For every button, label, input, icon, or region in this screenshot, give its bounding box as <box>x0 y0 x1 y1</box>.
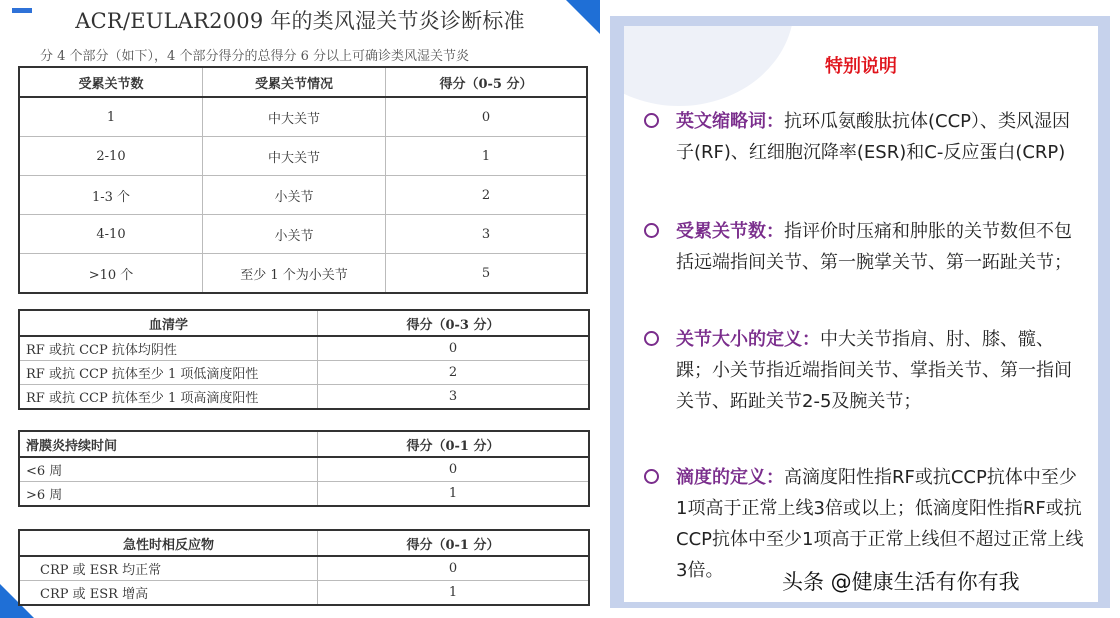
table-header-row <box>19 530 589 556</box>
source-watermark: 头条 @健康生活有你有我 <box>782 570 1020 594</box>
synovitis-duration-table <box>18 430 590 507</box>
circle-bullet-icon <box>644 113 659 128</box>
table-cell: 0 <box>318 457 590 482</box>
note-keyword: 受累关节数： <box>676 221 784 242</box>
table-cell: >6 周 <box>19 482 318 507</box>
column-header: 受累关节情况 <box>203 67 386 97</box>
table-row <box>19 97 587 137</box>
note-item <box>644 324 1084 417</box>
notes-card <box>624 26 1098 602</box>
table-row <box>19 482 589 507</box>
table-row <box>19 336 589 361</box>
table-cell: 5 <box>386 254 588 294</box>
table-cell: 2-10 <box>19 137 203 176</box>
table-row <box>19 581 589 606</box>
table-cell: 1 <box>318 581 590 606</box>
table-cell: CRP 或 ESR 均正常 <box>19 556 318 581</box>
table-cell: 1 <box>386 137 588 176</box>
column-header: 得分（0-1 分） <box>318 530 590 556</box>
serology-table <box>18 309 590 410</box>
table-cell: 小关节 <box>203 176 386 215</box>
table-cell: RF 或抗 CCP 抗体均阴性 <box>19 336 318 361</box>
table-row <box>19 176 587 215</box>
table-cell: 1 <box>19 97 203 137</box>
table-cell: 中大关节 <box>203 97 386 137</box>
table-cell: <6 周 <box>19 457 318 482</box>
note-text: 高滴度阳性指RF或抗CCP抗体中至少1项高于正常上线3倍或以上；低滴度阳性指RF或抗CCP抗体中至少1项高于正常上线但不超过正常上线3倍。 <box>676 467 1084 581</box>
table-cell: 2 <box>318 361 590 385</box>
table-cell: 至少 1 个为小关节 <box>203 254 386 294</box>
table-cell: >10 个 <box>19 254 203 294</box>
table-row <box>19 137 587 176</box>
table-cell: 4-10 <box>19 215 203 254</box>
note-item <box>644 216 1084 278</box>
page-subtitle: 分 4 个部分（如下），4 个部分得分的总得分 6 分以上可确诊类风湿关节炎 <box>40 49 469 64</box>
table-row <box>19 254 587 294</box>
table-row <box>19 361 589 385</box>
table-row <box>19 385 589 410</box>
note-text: 中大关节指肩、肘、膝、髋、踝；小关节指近端指间关节、掌指关节、第一指间关节、跖趾关节2-5及腕关节； <box>676 329 1072 412</box>
table-header-row <box>19 67 587 97</box>
table-cell: 小关节 <box>203 215 386 254</box>
table-cell: 0 <box>318 336 590 361</box>
table-cell: RF 或抗 CCP 抗体至少 1 项低滴度阳性 <box>19 361 318 385</box>
page-title: ACR/EULAR2009 年的类风湿关节炎诊断标准 <box>75 9 525 33</box>
circle-bullet-icon <box>644 331 659 346</box>
column-header: 血清学 <box>19 310 318 336</box>
column-header: 得分（0-3 分） <box>318 310 590 336</box>
table-cell: 0 <box>386 97 588 137</box>
table-cell: 1 <box>318 482 590 507</box>
note-text: 指评价时压痛和肿胀的关节数但不包括远端指间关节、第一腕掌关节、第一跖趾关节； <box>676 221 1072 273</box>
table-row <box>19 556 589 581</box>
note-keyword: 关节大小的定义： <box>676 329 820 350</box>
table-cell: 3 <box>386 215 588 254</box>
note-text: 抗环瓜氨酸肽抗体(CCP）、类风湿因子(RF)、红细胞沉降率(ESR)和C-反应蛋白(CRP) <box>676 111 1071 163</box>
column-header: 急性时相反应物 <box>19 530 318 556</box>
column-header: 得分（0-5 分） <box>386 67 588 97</box>
note-item <box>644 106 1084 168</box>
circle-bullet-icon <box>644 223 659 238</box>
column-header: 受累关节数 <box>19 67 203 97</box>
table-cell: RF 或抗 CCP 抗体至少 1 项高滴度阳性 <box>19 385 318 410</box>
table-header-row <box>19 310 589 336</box>
note-keyword: 滴度的定义： <box>676 467 784 488</box>
note-keyword: 英文缩略词： <box>676 111 784 132</box>
table-cell: CRP 或 ESR 增高 <box>19 581 318 606</box>
table-header-row <box>19 431 589 457</box>
table-cell: 0 <box>318 556 590 581</box>
joint-involvement-table <box>18 66 588 294</box>
table-cell: 1-3 个 <box>19 176 203 215</box>
notes-panel <box>610 16 1110 608</box>
column-header: 得分（0-1 分） <box>318 431 590 457</box>
table-cell: 2 <box>386 176 588 215</box>
column-header: 滑膜炎持续时间 <box>19 431 318 457</box>
table-row <box>19 215 587 254</box>
circle-bullet-icon <box>644 469 659 484</box>
table-row <box>19 457 589 482</box>
table-cell: 中大关节 <box>203 137 386 176</box>
notes-title: 特别说明 <box>825 56 897 77</box>
table-cell: 3 <box>318 385 590 410</box>
acute-phase-reactant-table <box>18 529 590 606</box>
